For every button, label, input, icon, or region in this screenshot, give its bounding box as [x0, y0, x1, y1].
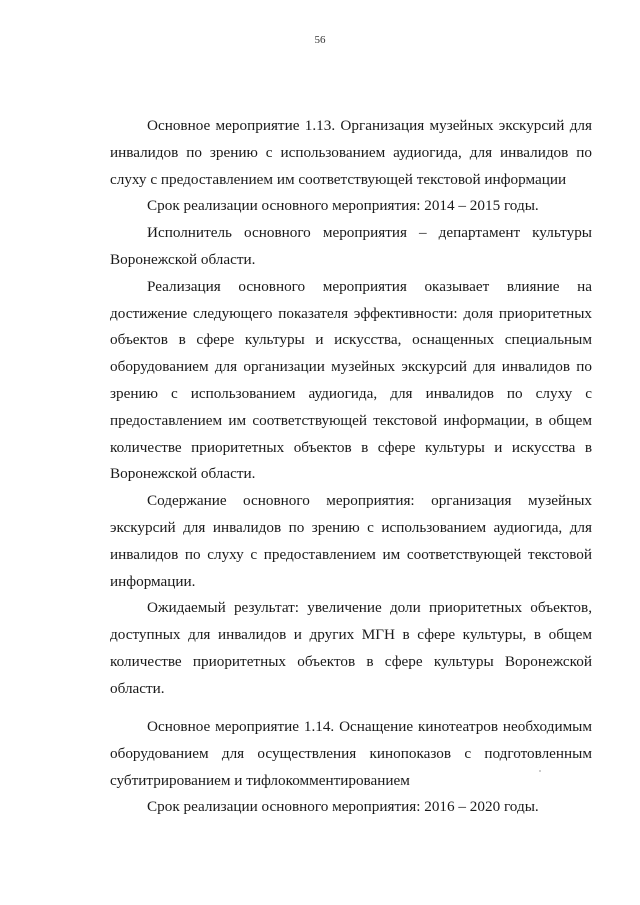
- measure-heading: Основное мероприятие 1.14. Оснащение кинотеатров необходимым оборудованием для осуществления кинопоказов с подготовленным субтитрированием и тифлокомментированием: [110, 718, 592, 789]
- efficiency-indicator: Реализация основного мероприятия оказывает влияние на достижение следующего показателя эффективности: доля приоритетных объектов в сфере культуры и искусства, оснащенных специальным оборудованием для организации музейных экскурсий для инвалидов по зрению с использованием аудиогида, для инвалидов по слуху с предоставлением им соответствующей текстовой информации, в общем количестве приоритетных объектов в сфере культуры и искусства в Воронежской области.: [110, 277, 592, 483]
- page-number: 56: [314, 34, 326, 46]
- implementation-period: Срок реализации основного мероприятия: 2016 – 2020 годы.: [147, 798, 539, 816]
- section-measure-1-14: [110, 714, 592, 821]
- executor: Исполнитель основного мероприятия – департамент культуры Воронежской области.: [110, 224, 592, 268]
- scan-speck: [539, 770, 541, 772]
- measure-content: Содержание основного мероприятия: организация музейных экскурсий для инвалидов по зрению с использованием аудиогида, для инвалидов по слуху с предоставлением им соответствующей текстовой информации.: [110, 492, 592, 590]
- section-measure-1-13: [110, 113, 592, 703]
- measure-heading: Основное мероприятие 1.13. Организация музейных экскурсий для инвалидов по зрению с использованием аудиогида, для инвалидов по слуху с предоставлением им соответствующей текстовой информации: [110, 117, 592, 188]
- expected-result: Ожидаемый результат: увеличение доли приоритетных объектов, доступных для инвалидов и других МГН в сфере культуры, в общем количестве приоритетных объектов в сфере культуры Воронежской области.: [110, 599, 592, 697]
- implementation-period: Срок реализации основного мероприятия: 2014 – 2015 годы.: [147, 197, 539, 215]
